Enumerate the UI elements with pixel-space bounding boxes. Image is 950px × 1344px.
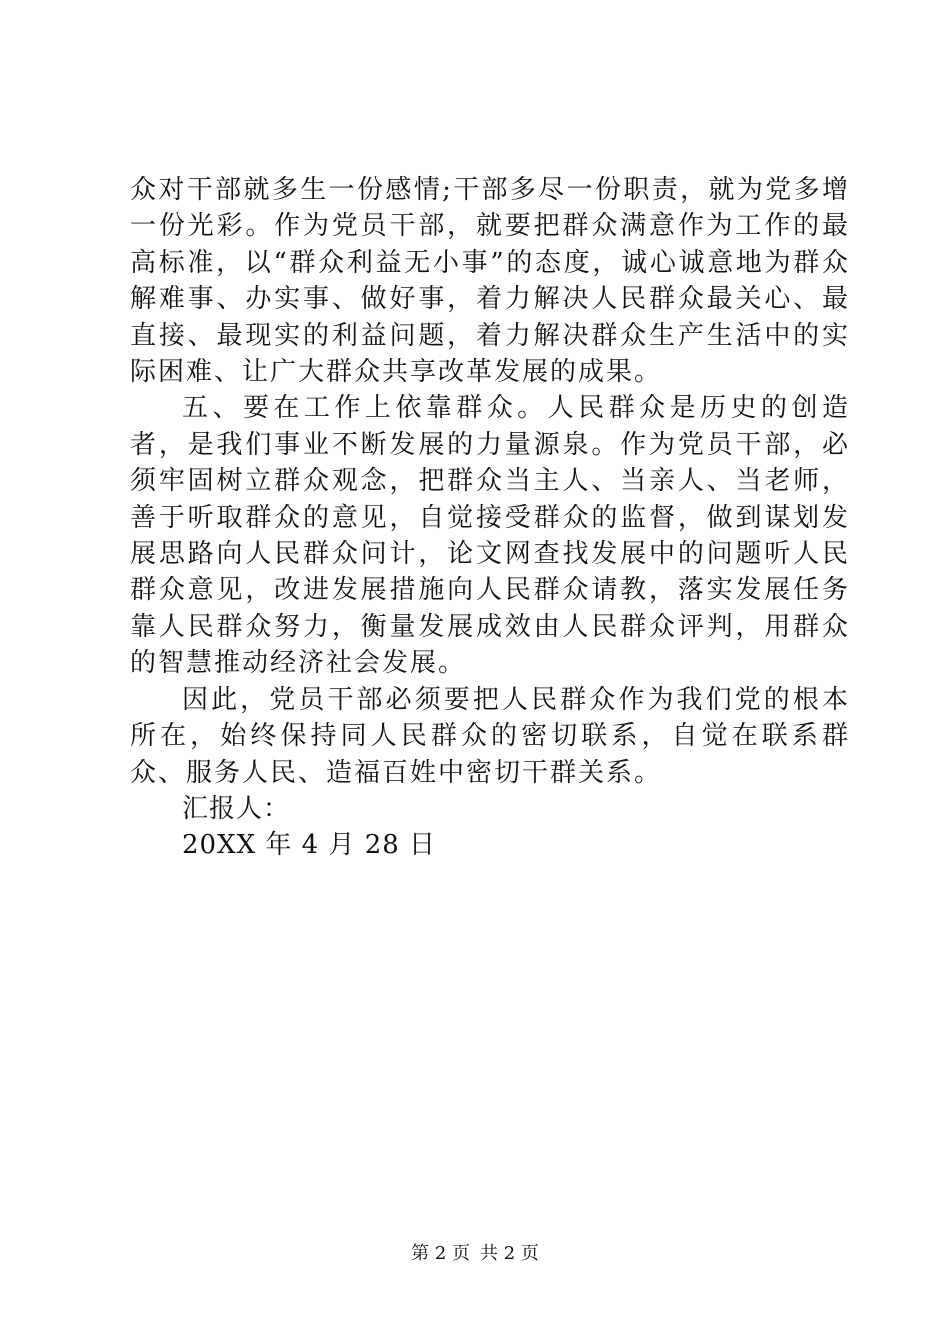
- total-pages: 共 2 页: [480, 1243, 539, 1264]
- document-body: [130, 172, 850, 864]
- report-date: 20XX 年 4 月 28 日: [182, 830, 437, 861]
- paragraph-point-five: 五、要在工作上依靠群众。人民群众是历史的创造者，是我们事业不断发展的力量源泉。作为党员干部，必须牢固树立群众观念，把群众当主人、当亲人、当老师，善于听取群众的意见，自觉接受群众的监督，做到谋划发展思路向人民群众问计，论文网查找发展中的问题听人民群众意见，改进发展措施向人民群众请教，落实发展任务靠人民群众努力，衡量发展成效由人民群众评判，用群众的智慧推动经济社会发展。: [130, 393, 850, 679]
- paragraph-continuation: 众对干部就多生一份感情;干部多尽一份职责，就为党多增一份光彩。作为党员干部，就要把群众满意作为工作的最高标准，以“群众利益无小事”的态度，诚心诚意地为群众解难事、办实事、做好事，着力解决人民群众最关心、最直接、最现实的利益问题，着力解决群众生产生活中的实际困难、让广大群众共享改革发展的成果。: [130, 175, 850, 388]
- reporter-label: 汇报人：: [182, 793, 291, 824]
- paragraph-conclusion: 因此，党员干部必须要把人民群众作为我们党的根本所在，始终保持同人民群众的密切联系，自觉在联系群众、服务人民、造福百姓中密切干群关系。: [130, 684, 850, 788]
- page-number: 第 2 页: [411, 1243, 470, 1264]
- page-footer: [0, 1242, 950, 1266]
